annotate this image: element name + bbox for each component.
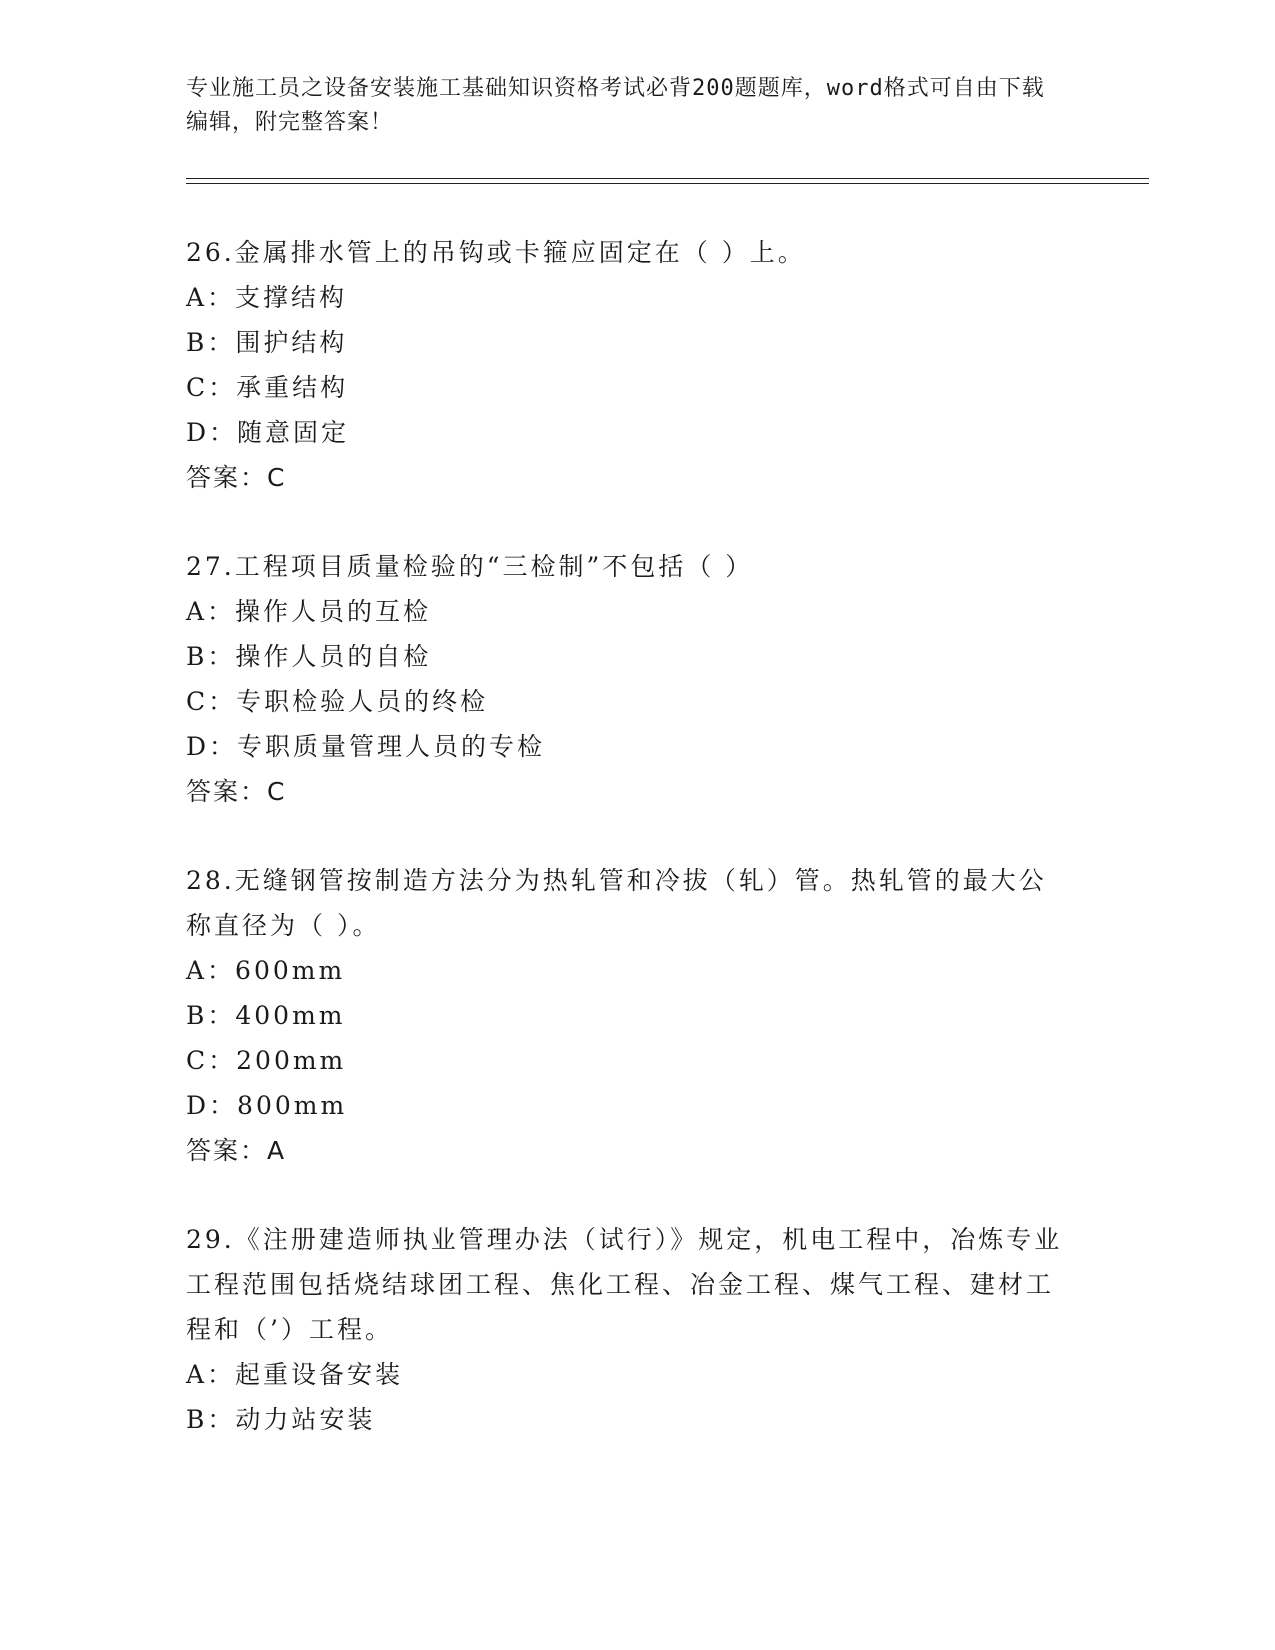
- answer-line: 答案：C: [186, 463, 287, 492]
- option-a: A：起重设备安装: [186, 1360, 404, 1389]
- option-b: B：400mm: [186, 1001, 346, 1030]
- header-divider-bottom: [186, 183, 1149, 184]
- option-c: C：承重结构: [186, 373, 349, 402]
- document-header: 专业施工员之设备安装施工基础知识资格考试必背200题题库，word格式可自由下载编辑，附完整答案！: [186, 76, 1045, 135]
- option-a: A：支撑结构: [186, 283, 348, 312]
- question-stem: 29.《注册建造师执业管理办法（试行）》规定，机电工程中，冶炼专业工程范围包括烧结球团工程、焦化工程、冶金工程、煤气工程、建材工程和（’）工程。: [186, 1225, 1063, 1344]
- option-b: B：围护结构: [186, 328, 348, 357]
- question-stem: 28.无缝钢管按制造方法分为热轧管和冷拔（轧）管。热轧管的最大公称直径为（ ）。: [186, 866, 1047, 940]
- question-stem: 26.金属排水管上的吊钩或卡箍应固定在（ ）上。: [186, 238, 806, 267]
- question-item: [186, 230, 1066, 500]
- option-d: D：随意固定: [186, 418, 350, 447]
- header-divider-top: [186, 178, 1149, 179]
- option-c: C：200mm: [186, 1046, 347, 1075]
- option-d: D：800mm: [186, 1091, 348, 1120]
- question-list: [186, 230, 1066, 1486]
- option-a: A：操作人员的互检: [186, 597, 432, 626]
- option-c: C：专职检验人员的终检: [186, 687, 489, 716]
- option-a: A：600mm: [186, 956, 346, 985]
- answer-line: 答案：A: [186, 1136, 287, 1165]
- option-d: D：专职质量管理人员的专检: [186, 732, 546, 761]
- question-item: [186, 544, 1066, 814]
- option-b: B：动力站安装: [186, 1405, 376, 1434]
- question-item: [186, 858, 1066, 1173]
- question-stem: 27.工程项目质量检验的“三检制”不包括（ ）: [186, 552, 754, 581]
- question-item: [186, 1217, 1066, 1442]
- answer-line: 答案：C: [186, 777, 287, 806]
- option-b: B：操作人员的自检: [186, 642, 432, 671]
